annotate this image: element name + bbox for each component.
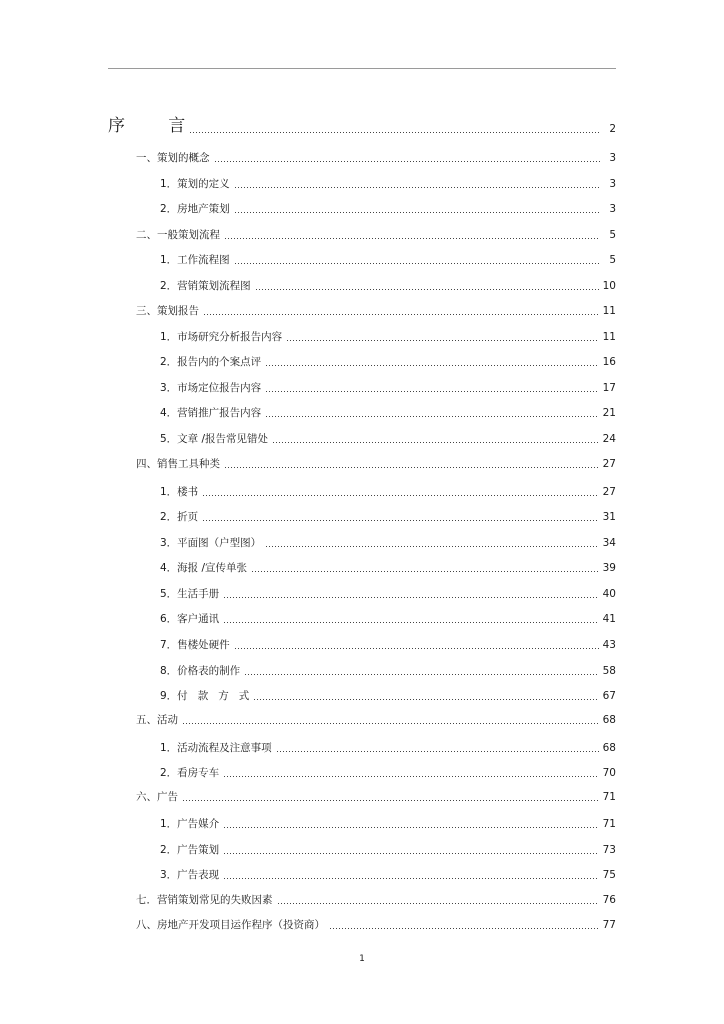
toc-entry[interactable]: [136, 889, 616, 907]
dot-leader: [202, 520, 598, 521]
dot-leader: [234, 212, 600, 213]
dot-leader: [265, 391, 598, 392]
toc-entry-label: 9．付 款 方 式: [160, 690, 250, 702]
toc-entry-label: 2．营销策划流程图: [160, 280, 251, 292]
dot-leader: [272, 442, 599, 443]
toc-entry[interactable]: [160, 428, 616, 446]
toc-entry-page: 5: [609, 254, 616, 266]
toc-entry[interactable]: [160, 402, 616, 420]
toc-entry-page: 31: [602, 511, 616, 523]
dot-leader: [182, 800, 599, 801]
toc-entry-label: 1．活动流程及注意事项: [160, 742, 272, 754]
toc-entry-label: 四、销售工具种类: [136, 458, 220, 470]
toc-entry[interactable]: [160, 839, 616, 857]
toc-entry[interactable]: [136, 453, 616, 471]
toc-entry-page: 11: [602, 305, 616, 317]
toc-entry[interactable]: [160, 634, 616, 652]
toc-entry[interactable]: [160, 275, 616, 293]
toc-entry-label: 一、策划的概念: [136, 152, 210, 164]
toc-entry[interactable]: [136, 147, 616, 165]
toc-entry-label: 2．报告内的个案点评: [160, 356, 262, 368]
toc-entry-label: 七．营销策划常见的失败因素: [136, 894, 273, 906]
toc-entry[interactable]: [136, 914, 616, 932]
toc-entry[interactable]: [160, 532, 616, 550]
toc-entry-page: 76: [602, 894, 616, 906]
toc-entry-label: 六、广告: [136, 791, 178, 803]
toc-entry-label: 2．折页: [160, 511, 199, 523]
toc-entry-page: 24: [602, 433, 616, 445]
toc-entry-page: 41: [602, 613, 616, 625]
toc-entry-label: 二、一般策划流程: [136, 229, 220, 241]
toc-entry-page: 3: [609, 152, 616, 164]
dot-leader: [253, 699, 598, 700]
toc-entry-label: 6．客户通讯: [160, 613, 220, 625]
toc-entry-page: 71: [602, 791, 616, 803]
toc-entry-page: 40: [602, 588, 616, 600]
toc-entry-page: 17: [602, 382, 616, 394]
dot-leader: [223, 827, 598, 828]
dot-leader: [214, 161, 601, 162]
toc-entry[interactable]: [160, 351, 616, 369]
toc-entry[interactable]: [160, 326, 616, 344]
toc-entry-page: 3: [609, 178, 616, 190]
toc-entry-page: 67: [602, 690, 616, 702]
toc-entry-label: 7．售楼处硬件: [160, 639, 230, 651]
dot-leader: [234, 263, 600, 264]
dot-leader: [223, 622, 598, 623]
toc-entry-page: 27: [602, 486, 616, 498]
dot-leader: [202, 495, 598, 496]
toc-entry[interactable]: [136, 709, 616, 727]
dot-leader: [182, 723, 599, 724]
toc-entry-page: 34: [602, 537, 616, 549]
toc-entry[interactable]: [160, 864, 616, 882]
toc-entry-label: 2．看房专车: [160, 767, 220, 779]
dot-leader: [265, 365, 598, 366]
toc-entry[interactable]: [136, 786, 616, 804]
toc-entry-label: 1．广告媒介: [160, 818, 220, 830]
toc-entry-page: 68: [602, 742, 616, 754]
toc-entry[interactable]: [160, 660, 616, 678]
toc-entry-label: 1．工作流程图: [160, 254, 230, 266]
dot-leader: [189, 132, 600, 133]
dot-leader: [203, 314, 599, 315]
dot-leader: [234, 187, 600, 188]
toc-entry-label: 2．房地产策划: [160, 203, 230, 215]
toc-entry[interactable]: [160, 249, 616, 267]
toc-entry[interactable]: [160, 762, 616, 780]
toc-entry-label: 三、策划报告: [136, 305, 199, 317]
dot-leader: [223, 878, 598, 879]
toc-entry[interactable]: [136, 300, 616, 318]
toc-entry-label: 5．生活手册: [160, 588, 220, 600]
toc-entry[interactable]: [160, 506, 616, 524]
toc-entry-page: 2: [609, 123, 616, 135]
dot-leader: [286, 340, 598, 341]
toc-entry[interactable]: [160, 737, 616, 755]
toc-entry-page: 75: [602, 869, 616, 881]
dot-leader: [224, 467, 599, 468]
toc-entry-label: 1．市场研究分析报告内容: [160, 331, 283, 343]
dot-leader: [251, 571, 599, 572]
dot-leader: [277, 903, 599, 904]
toc-entry[interactable]: [160, 198, 616, 216]
toc-entry-page: 11: [602, 331, 616, 343]
toc-entry[interactable]: [160, 173, 616, 191]
toc-entry-label: 4．海报 /宣传单张: [160, 562, 248, 574]
toc-entry-page: 3: [609, 203, 616, 215]
toc-entry-page: 39: [602, 562, 616, 574]
toc-entry[interactable]: [160, 557, 616, 575]
toc-entry-label: 8．价格表的制作: [160, 665, 241, 677]
dot-leader: [223, 597, 598, 598]
toc-entry[interactable]: [160, 583, 616, 601]
toc-entry-page: 5: [609, 229, 616, 241]
toc-entry-page: 77: [602, 919, 616, 931]
dot-leader: [329, 928, 599, 929]
toc-entry-page: 73: [602, 844, 616, 856]
toc-entry-label: 序 言: [108, 116, 186, 136]
toc-entry-label: 2．广告策划: [160, 844, 220, 856]
dot-leader: [224, 238, 600, 239]
toc-entry-label: 5．文章 /报告常见错处: [160, 433, 269, 445]
toc-entry-label: 八、房地产开发项目运作程序（投资商）: [136, 919, 325, 931]
dot-leader: [265, 546, 598, 547]
toc-entry-label: 五、活动: [136, 714, 178, 726]
dot-leader: [234, 648, 599, 649]
dot-leader: [223, 853, 598, 854]
toc-entry-page: 21: [602, 407, 616, 419]
toc-entry-label: 1．策划的定义: [160, 178, 230, 190]
dot-leader: [255, 289, 599, 290]
toc-entry[interactable]: [160, 685, 616, 703]
toc-entry-page: 10: [602, 280, 616, 292]
dot-leader: [223, 776, 598, 777]
toc-entry-label: 4．营销推广报告内容: [160, 407, 262, 419]
toc-entry-page: 68: [602, 714, 616, 726]
toc-entry-page: 27: [602, 458, 616, 470]
toc-entry-page: 71: [602, 818, 616, 830]
toc-entry[interactable]: [160, 377, 616, 395]
dot-leader: [276, 751, 599, 752]
toc-entry-label: 3．市场定位报告内容: [160, 382, 262, 394]
toc-entry[interactable]: [160, 481, 616, 499]
toc-entry[interactable]: [160, 608, 616, 626]
dot-leader: [265, 416, 598, 417]
toc-entry[interactable]: [160, 813, 616, 831]
toc-entry-page: 16: [602, 356, 616, 368]
toc-entry-page: 58: [602, 665, 616, 677]
dot-leader: [244, 674, 598, 675]
toc-entry-label: 3．广告表现: [160, 869, 220, 881]
toc-entry-label: 3．平面图（户型图）: [160, 537, 262, 549]
toc-entry-label: 1．楼书: [160, 486, 199, 498]
toc-entry-page: 70: [602, 767, 616, 779]
toc-entry-page: 43: [602, 639, 616, 651]
page-number: 1: [359, 954, 365, 964]
toc-entry[interactable]: [136, 224, 616, 242]
toc-entry-preface[interactable]: [108, 118, 616, 136]
